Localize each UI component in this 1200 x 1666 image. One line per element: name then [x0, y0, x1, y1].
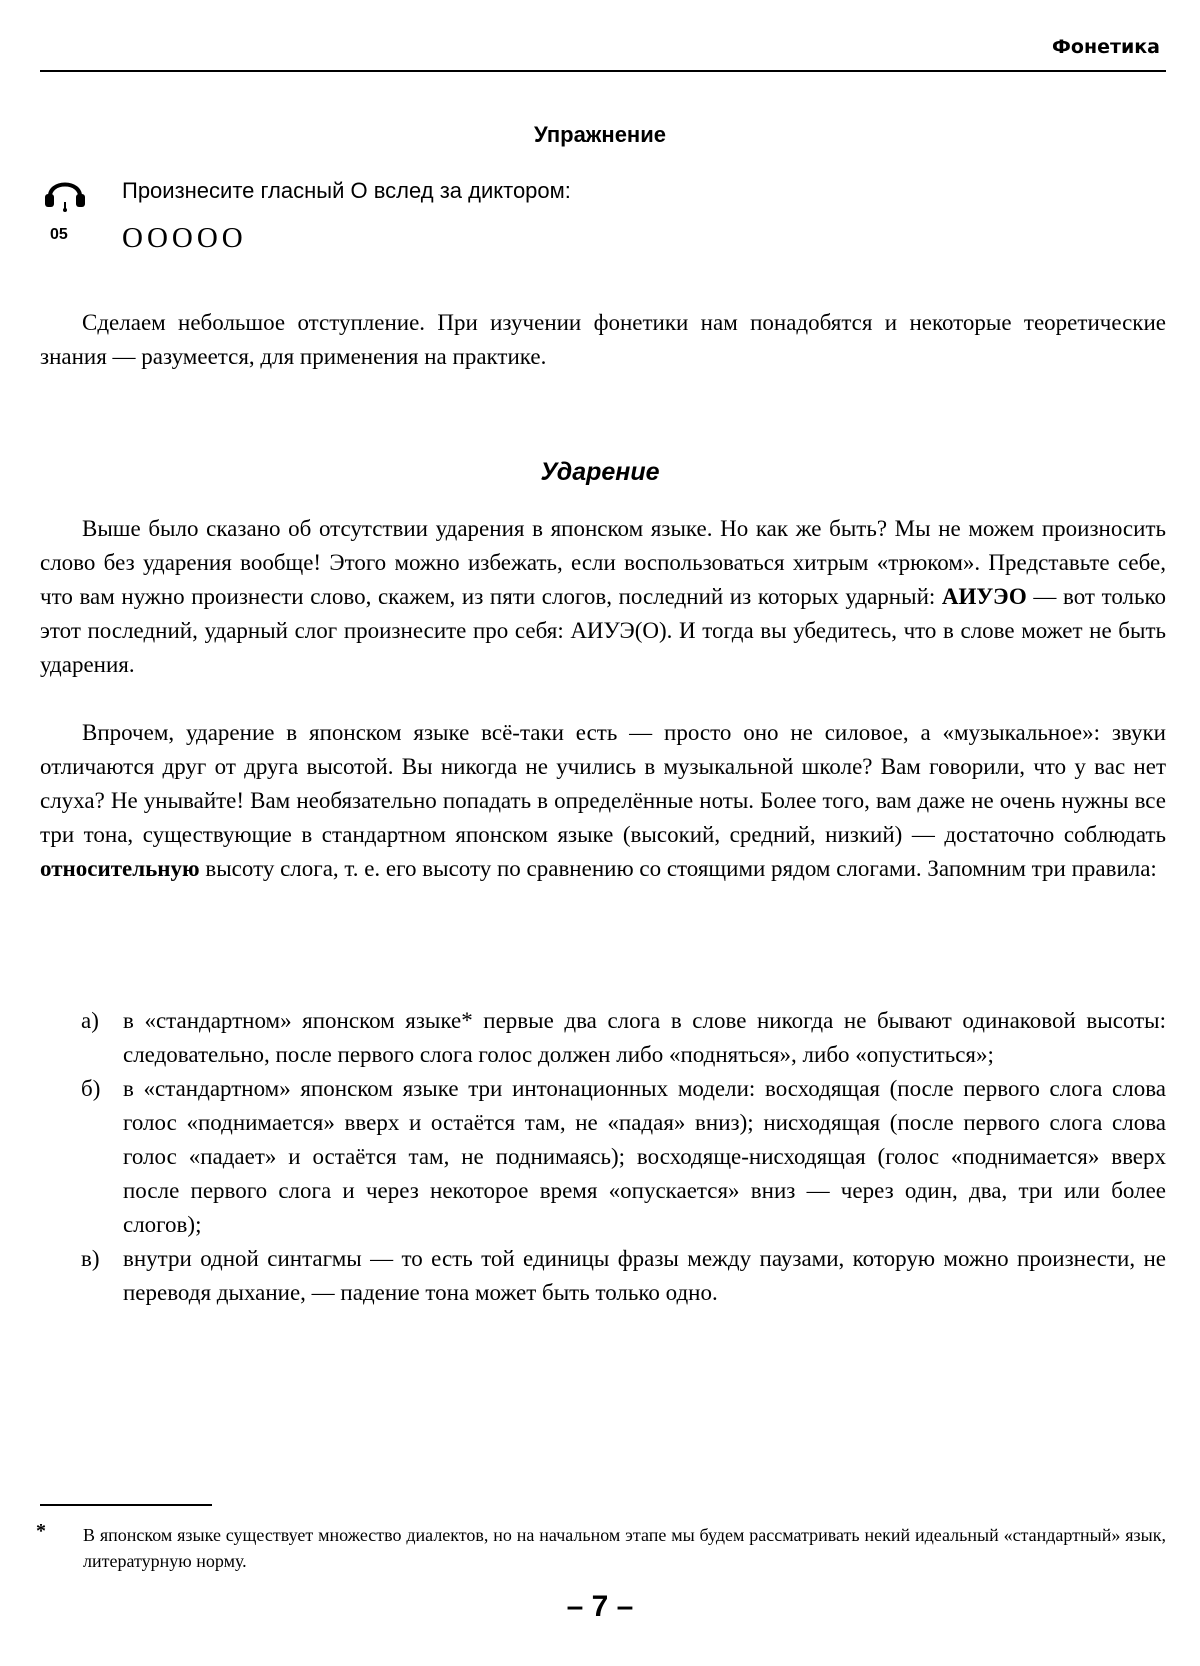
intro-paragraph: Сделаем небольшое отступление. При изучении фонетики нам понадобятся и некоторые теоретические знания — разумеется, для применения на практике. [40, 310, 1166, 369]
rule-marker: в) [81, 1246, 100, 1271]
rules-list [40, 1004, 1166, 1310]
rule-item [40, 1004, 1166, 1072]
track-number: 05 [50, 226, 68, 243]
emphasized-term: АИУЭО [941, 584, 1027, 609]
footnote-marker: * [36, 1520, 46, 1542]
paragraph-stress-2 [40, 716, 1166, 886]
exercise-instruction: Произнесите гласный О вслед за диктором: [122, 178, 571, 203]
paragraph-text: высоту слога, т. е. его высоту по сравнению со стоящими рядом слогами. Запомним три правила: [199, 856, 1157, 881]
section-title: Ударение [540, 458, 660, 486]
paragraph-text: Впрочем, ударение в японском языке всё-таки есть — просто оно не силовое, а «музыкальное»: звуки отличаются друг от друга высотой. Вы никогда не учились в музыкальной школе? Вам говорили, что у вас нет слуха? Не унывайте! Вам необязательно попадать в определённые ноты. Более того, вам даже не очень нужны все три тона, существующие в стандартном японском языке (высокий, средний, низкий) — достаточно соблюдать [40, 720, 1166, 847]
rule-item [40, 1242, 1166, 1310]
running-header: Фонетика [1052, 36, 1160, 58]
exercise-title: Упражнение [534, 122, 666, 147]
paragraph-text: — вот только этот последний, ударный слог произнесите про себя: АИУЭ(О). И тогда вы убедитесь, что в слове может не быть ударения. [40, 584, 1166, 677]
exercise-syllables: ООООО [122, 222, 247, 254]
headphones-icon [42, 172, 88, 212]
rule-marker: б) [81, 1076, 101, 1101]
page-number: – 7 – [566, 1590, 634, 1623]
emphasized-term: относительную [40, 856, 200, 881]
rule-text: в «стандартном» японском языке три интонационных модели: восходящая (после первого слога слова голос «поднимается» вверх и остаётся там, не «падая» вниз); нисходящая (после первого слога слова голос «падает» и остаётся там, не поднимаясь); восходяще-нисходящая (голос «поднимается» вверх после первого слога и через некоторое время «опускается» вниз — через один, два, три или более слогов); [123, 1076, 1166, 1237]
header-rule [40, 70, 1166, 72]
rule-text: в «стандартном» японском языке* первые два слога в слове никогда не бывают одинаковой высоты: следовательно, после первого слога голос должен либо «подняться», либо «опуститься»; [123, 1008, 1166, 1067]
paragraph-text: Выше было сказано об отсутствии ударения в японском языке. Но как же быть? Мы не можем произносить слово без ударения вообще! Этого можно избежать, если воспользоваться хитрым «трюком». Представьте себе, что вам нужно произнести слово, скажем, из пяти слогов, последний из которых ударный: [40, 516, 1166, 609]
footnote-text: В японском языке существует множество диалектов, но на начальном этапе мы будем рассматривать некий идеальный «стандартный» язык, литературную норму. [83, 1525, 1166, 1571]
paragraph-stress-1 [40, 512, 1166, 682]
rule-marker: а) [81, 1008, 99, 1033]
footnote-rule [40, 1504, 212, 1506]
rule-text: внутри одной синтагмы — то есть той единицы фразы между паузами, которую можно произнести, не переводя дыхание, — падение тона может быть только одно. [123, 1246, 1166, 1305]
rule-item [40, 1072, 1166, 1242]
